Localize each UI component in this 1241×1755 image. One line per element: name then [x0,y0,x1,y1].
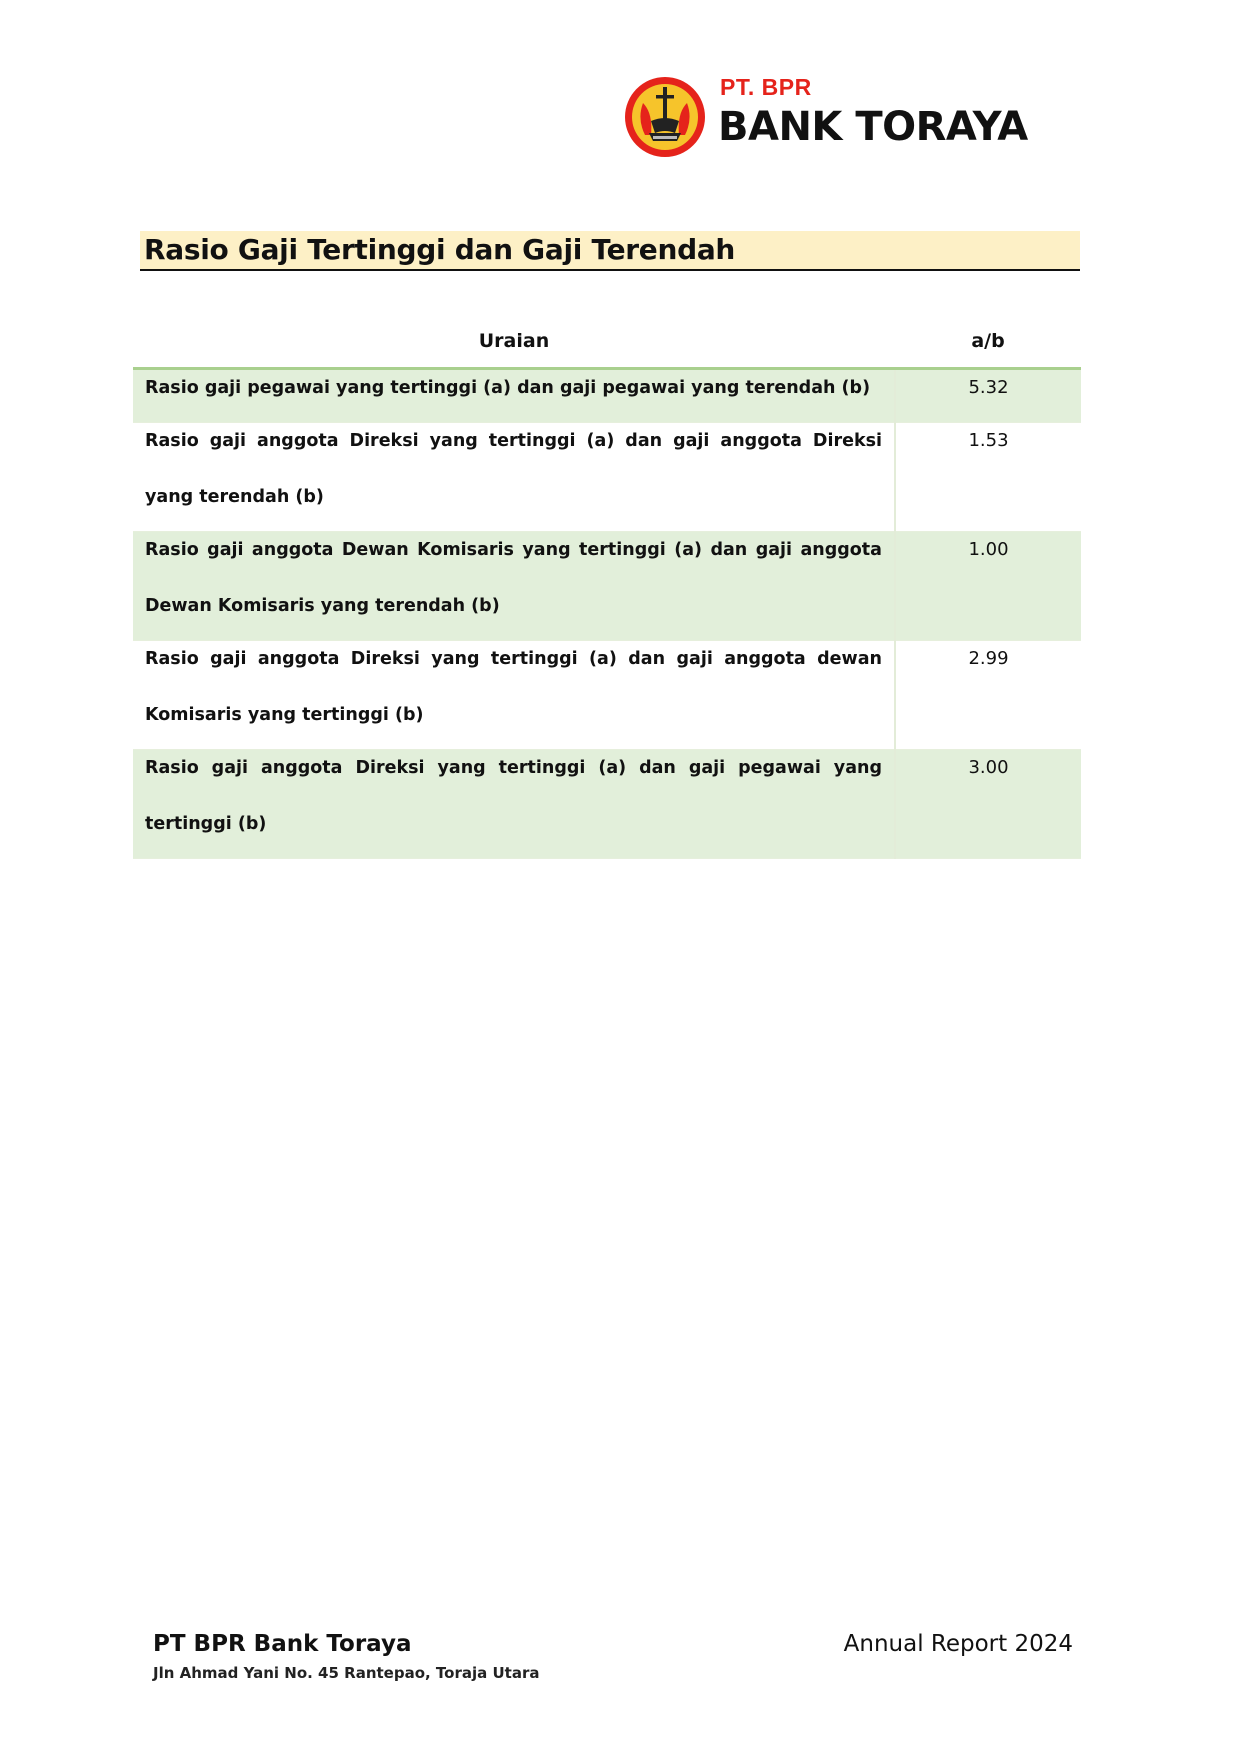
row-value: 1.53 [968,430,1009,451]
row-value: 5.32 [968,377,1009,398]
footer-address: Jln Ahmad Yani No. 45 Rantepao, Toraja Utara [153,1664,540,1682]
row-description-cell [133,641,895,750]
section-title-text: Rasio Gaji Tertinggi dan Gaji Terendah [144,233,736,266]
row-description: Rasio gaji anggota Direksi yang tertinggi (a) dan gaji anggota Direksi yang terendah (b) [145,431,882,507]
footer-report-title: Annual Report 2024 [843,1631,1073,1657]
row-description-cell [133,423,895,532]
section-heading [140,231,1080,271]
table-row [133,641,1081,750]
column-header-ratio: a/b [895,315,1081,369]
salary-ratio-table [133,315,1081,859]
row-value-cell [895,641,1081,750]
row-description: Rasio gaji anggota Direksi yang tertinggi (a) dan gaji anggota dewan Komisaris yang tertinggi (b) [145,649,882,725]
row-value-cell [895,532,1081,641]
footer-company-name: PT BPR Bank Toraya [153,1631,412,1657]
table-row [133,532,1081,641]
row-description-cell [133,532,895,641]
row-description: Rasio gaji anggota Dewan Komisaris yang tertinggi (a) dan gaji anggota Dewan Komisaris yang terendah (b) [145,540,882,616]
row-description: Rasio gaji pegawai yang tertinggi (a) dan gaji pegawai yang terendah (b) [145,378,871,398]
row-value-cell [895,423,1081,532]
row-description: Rasio gaji anggota Direksi yang tertinggi (a) dan gaji pegawai yang tertinggi (b) [145,758,882,834]
column-header-description: Uraian [133,315,895,369]
row-value: 2.99 [968,648,1009,669]
company-logo [623,72,1073,162]
table-row [133,423,1081,532]
row-value: 3.00 [968,757,1009,778]
table-row [133,750,1081,859]
row-description-cell [133,750,895,859]
row-value-cell [895,750,1081,859]
row-value: 1.00 [968,539,1009,560]
logo-title: BANK TORAYA [718,104,1028,150]
logo-subtitle: PT. BPR [720,74,812,100]
bank-toraya-emblem-icon [623,75,707,159]
